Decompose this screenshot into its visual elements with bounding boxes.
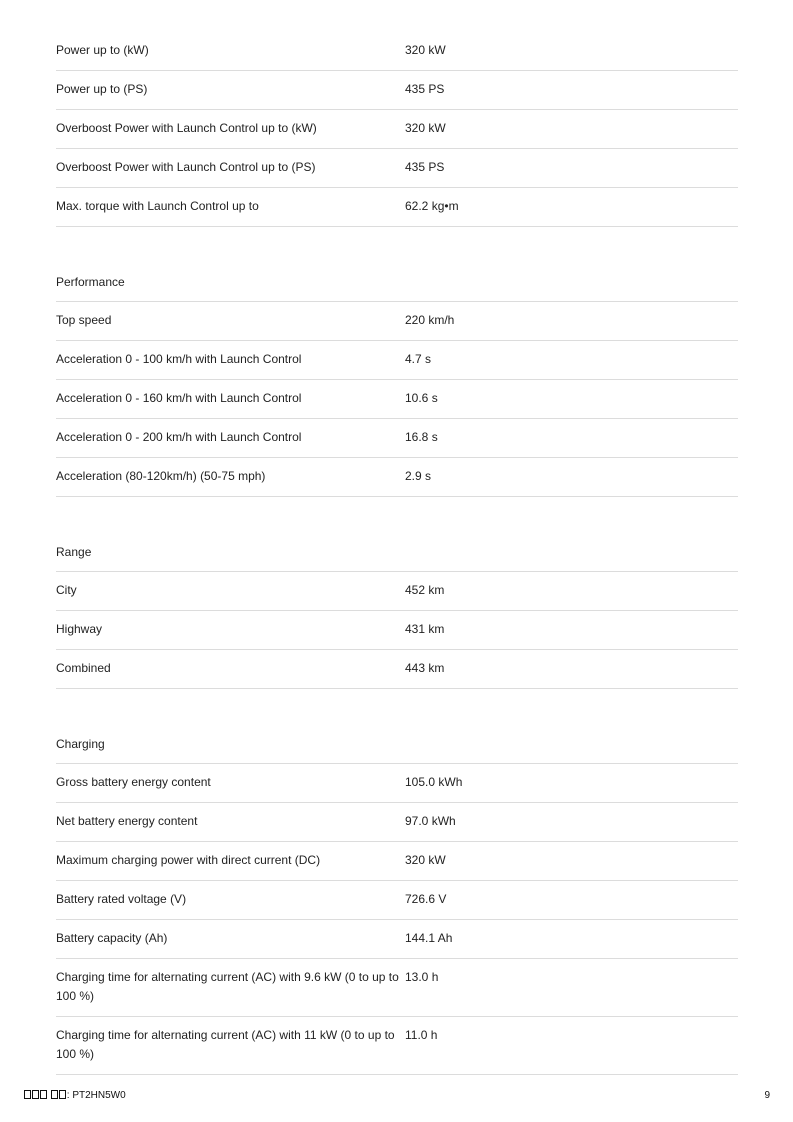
spec-value: 435 PS [405, 82, 445, 96]
spec-row [56, 650, 738, 689]
spec-label: Charging time for alternating current (AC) with 11 kW (0 to up to 100 %) [56, 1028, 395, 1061]
spec-row [56, 110, 738, 149]
spec-value: 431 km [405, 622, 445, 636]
spec-label: Gross battery energy content [56, 775, 211, 789]
spec-label: Charging time for alternating current (AC) with 9.6 kW (0 to up to 100 %) [56, 970, 399, 1003]
spec-row [56, 32, 738, 71]
section-charging [56, 717, 738, 1075]
section-range [56, 525, 738, 689]
spec-row [56, 380, 738, 419]
section-performance [56, 255, 738, 497]
spec-value: 62.2 kg•m [405, 199, 459, 213]
section-title: Range [56, 525, 738, 572]
spec-row [56, 881, 738, 920]
spec-row [56, 920, 738, 959]
spec-label: Net battery energy content [56, 814, 198, 828]
spec-row [56, 611, 738, 650]
section-power [56, 32, 738, 227]
spec-label: Max. torque with Launch Control up to [56, 199, 259, 213]
spec-row [56, 302, 738, 341]
section-title: Performance [56, 255, 738, 302]
spec-row [56, 71, 738, 110]
spec-row [56, 188, 738, 227]
spec-sheet [56, 32, 738, 1075]
spec-row [56, 458, 738, 497]
page-number: 9 [764, 1090, 770, 1101]
spec-label: Acceleration 0 - 100 km/h with Launch Control [56, 352, 302, 366]
spec-row [56, 341, 738, 380]
spec-label: Battery capacity (Ah) [56, 931, 168, 945]
spec-label: Top speed [56, 313, 112, 327]
spec-label: Acceleration 0 - 160 km/h with Launch Control [56, 391, 302, 405]
spec-value: 435 PS [405, 160, 445, 174]
spec-label: Highway [56, 622, 103, 636]
spec-label: Power up to (PS) [56, 82, 148, 96]
spec-label: Battery rated voltage (V) [56, 892, 187, 906]
missing-glyph-icon [24, 1090, 48, 1101]
spec-value: 13.0 h [405, 970, 439, 984]
spec-value: 443 km [405, 661, 445, 675]
spec-label: Maximum charging power with direct current (DC) [56, 853, 321, 867]
spec-row [56, 842, 738, 881]
spec-value: 2.9 s [405, 469, 432, 483]
footer-code [24, 1089, 126, 1103]
spec-row [56, 803, 738, 842]
spec-value: 4.7 s [405, 352, 432, 366]
spec-label: Acceleration 0 - 200 km/h with Launch Control [56, 430, 302, 444]
spec-row [56, 764, 738, 803]
spec-value: 452 km [405, 583, 445, 597]
section-title: Charging [56, 717, 738, 764]
missing-glyph-icon [51, 1090, 67, 1101]
spec-label: Overboost Power with Launch Control up to (PS) [56, 160, 316, 174]
spec-row [56, 419, 738, 458]
spec-value: 320 kW [405, 853, 446, 867]
spec-label: Acceleration (80-120km/h) (50-75 mph) [56, 469, 266, 483]
spec-value: 320 kW [405, 43, 446, 57]
spec-value: 10.6 s [405, 391, 438, 405]
spec-value: 11.0 h [405, 1028, 438, 1042]
spec-label: Overboost Power with Launch Control up to (kW) [56, 121, 317, 135]
spec-value: 144.1 Ah [405, 931, 453, 945]
spec-value: 105.0 kWh [405, 775, 463, 789]
spec-value: 220 km/h [405, 313, 455, 327]
spec-value: 726.6 V [405, 892, 447, 906]
spec-row [56, 572, 738, 611]
footer-code-text: : PT2HN5W0 [66, 1090, 126, 1101]
spec-value: 320 kW [405, 121, 446, 135]
spec-label: Combined [56, 661, 111, 675]
spec-value: 97.0 kWh [405, 814, 456, 828]
spec-row [56, 1017, 738, 1075]
spec-value: 16.8 s [405, 430, 438, 444]
spec-label: Power up to (kW) [56, 43, 149, 57]
spec-row [56, 149, 738, 188]
spec-label: City [56, 583, 77, 597]
spec-row [56, 959, 738, 1017]
